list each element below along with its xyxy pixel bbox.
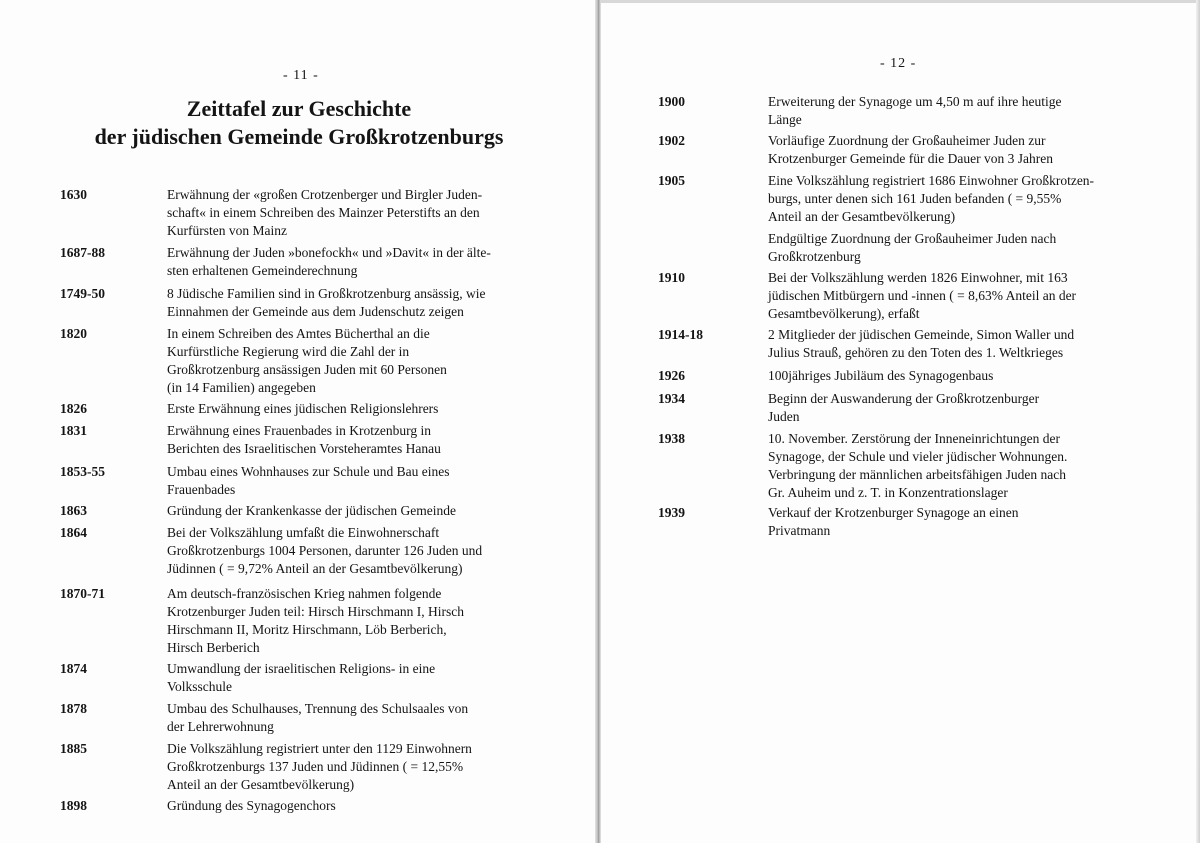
entry-text-line: Anteil an der Gesamtbevölkerung) xyxy=(167,777,355,792)
entry-year: 1853-55 xyxy=(60,464,105,479)
entry-text xyxy=(167,285,485,321)
entry-text xyxy=(768,269,1076,323)
entry-text xyxy=(768,430,1067,502)
entry-text xyxy=(768,390,1039,426)
entry-text xyxy=(768,230,1056,266)
entry-text-line: Privatmann xyxy=(768,523,831,538)
entry-text-line: Hirsch Berberich xyxy=(167,640,260,655)
entry-text-line: Am deutsch-französischen Krieg nahmen folgende xyxy=(167,586,442,601)
entry-text-line: Umbau eines Wohnhauses zur Schule und Bau eines xyxy=(167,464,450,479)
entry-year: 1820 xyxy=(60,326,87,341)
entry-year: 1910 xyxy=(658,270,685,285)
entry-year: 1874 xyxy=(60,661,87,676)
entry-text xyxy=(167,524,482,578)
entry-text xyxy=(167,740,472,794)
entry-year: 1831 xyxy=(60,423,87,438)
entry-text-line: Erste Erwähnung eines jüdischen Religionslehrers xyxy=(167,401,439,416)
timeline-list xyxy=(658,0,1178,843)
entry-year: 1900 xyxy=(658,94,685,109)
entry-text-line: Großkrotzenburgs 1004 Personen, darunter 126 Juden und xyxy=(167,543,483,558)
entry-text-line: Umbau des Schulhauses, Trennung des Schulsaales von xyxy=(167,701,469,716)
entry-year: 1939 xyxy=(658,505,685,520)
entry-text-line: Kurfürstliche Regierung wird die Zahl der in xyxy=(167,344,410,359)
entry-text xyxy=(167,422,441,458)
entry-text-line: (in 14 Familien) angegeben xyxy=(167,380,316,395)
entry-text-line: Anteil an der Gesamtbevölkerung) xyxy=(768,209,956,224)
page-number: - 12 - xyxy=(880,56,917,71)
entry-text xyxy=(768,504,1019,540)
timeline-list xyxy=(60,0,580,843)
entry-text xyxy=(167,502,456,520)
entry-text-line: In einem Schreiben des Amtes Bücherthal an die xyxy=(167,326,430,341)
entry-text xyxy=(167,660,435,696)
entry-text xyxy=(167,700,468,736)
entry-year: 1938 xyxy=(658,431,685,446)
entry-text-line: Erweiterung der Synagoge um 4,50 m auf ihre heutige xyxy=(768,94,1062,109)
entry-text-line: Krotzenburger Gemeinde für die Dauer von 3 Jahren xyxy=(768,151,1054,166)
entry-text-line: Kurfürsten von Mainz xyxy=(167,223,287,238)
entry-text-line: Jüdinnen ( = 9,72% Anteil an der Gesamtbevölkerung) xyxy=(167,561,463,576)
entry-text-line: der Lehrerwohnung xyxy=(167,719,274,734)
entry-year: 1826 xyxy=(60,401,87,416)
entry-text-line: Juden xyxy=(768,409,800,424)
entry-text xyxy=(768,132,1053,168)
entry-text xyxy=(768,93,1062,129)
book-gutter xyxy=(595,0,601,843)
entry-text-line: Gründung der Krankenkasse der jüdischen Gemeinde xyxy=(167,503,457,518)
entry-text-line: Großkrotzenburg xyxy=(768,249,861,264)
right-page xyxy=(598,0,1200,843)
entry-text-line: Endgültige Zuordnung der Großauheimer Juden nach xyxy=(768,231,1057,246)
page-number: - 11 - xyxy=(283,68,319,83)
entry-year: 1863 xyxy=(60,503,87,518)
entry-text-line: Erwähnung der Juden »bonefockh« und »Davit« in der älte- xyxy=(167,245,491,260)
entry-text-line: Berichten des Israelitischen Vorsteheramtes Hanau xyxy=(167,441,441,456)
entry-text xyxy=(768,326,1074,362)
entry-text-line: Vorläufige Zuordnung der Großauheimer Juden zur xyxy=(768,133,1046,148)
entry-year: 1687-88 xyxy=(60,245,105,260)
entry-year: 1864 xyxy=(60,525,87,540)
entry-text-line: jüdischen Mitbürgern und -innen ( = 8,63% Anteil an der xyxy=(768,288,1077,303)
entry-text-line: Gr. Auheim und z. T. in Konzentrationslager xyxy=(768,485,1008,500)
entry-text-line: Erwähnung eines Frauenbades in Krotzenburg in xyxy=(167,423,432,438)
entry-text-line: Verkauf der Krotzenburger Synagoge an einen xyxy=(768,505,1019,520)
entry-text xyxy=(768,367,993,385)
entry-text-line: Synagoge, der Schule und vieler jüdischer Wohnungen. xyxy=(768,449,1068,464)
entry-text-line: Die Volkszählung registriert unter den 1129 Einwohnern xyxy=(167,741,472,756)
entry-year: 1902 xyxy=(658,133,685,148)
entry-year: 1870-71 xyxy=(60,586,105,601)
entry-text-line: Länge xyxy=(768,112,802,127)
entry-text-line: burgs, unter denen sich 161 Juden befanden ( = 9,55% xyxy=(768,191,1062,206)
entry-text xyxy=(167,244,491,280)
entry-text xyxy=(768,172,1094,226)
entry-text-line: Gesamtbevölkerung), erfaßt xyxy=(768,306,920,321)
entry-text-line: sten erhaltenen Gemeinderechnung xyxy=(167,263,358,278)
entry-text-line: 10. November. Zerstörung der Inneneinrichtungen der xyxy=(768,431,1061,446)
entry-text xyxy=(167,400,438,418)
entry-text-line: Verbringung der männlichen arbeitsfähigen Juden nach xyxy=(768,467,1067,482)
title-line: Zeittafel zur Geschichte xyxy=(186,96,412,121)
entry-year: 1898 xyxy=(60,798,87,813)
entry-text-line: Großkrotzenburg ansässigen Juden mit 60 Personen xyxy=(167,362,447,377)
entry-year: 1878 xyxy=(60,701,87,716)
entry-text-line: Krotzenburger Juden teil: Hirsch Hirschmann I, Hirsch xyxy=(167,604,465,619)
entry-text xyxy=(167,797,336,815)
entry-year: 1885 xyxy=(60,741,87,756)
entry-text-line: 8 Jüdische Familien sind in Großkrotzenburg ansässig, wie xyxy=(167,286,486,301)
entry-text-line: Bei der Volkszählung werden 1826 Einwohner, mit 163 xyxy=(768,270,1068,285)
entry-text-line: Eine Volkszählung registriert 1686 Einwohner Großkrotzen- xyxy=(768,173,1095,188)
entry-text-line: 2 Mitglieder der jüdischen Gemeinde, Simon Waller und xyxy=(768,327,1075,342)
entry-text-line: Erwähnung der «großen Crotzenberger und Birgler Juden- xyxy=(167,187,483,202)
entry-year: 1905 xyxy=(658,173,685,188)
entry-text-line: 100jähriges Jubiläum des Synagogenbaus xyxy=(768,368,994,383)
entry-year: 1926 xyxy=(658,368,685,383)
entry-text xyxy=(167,325,447,397)
entry-text-line: schaft« in einem Schreiben des Mainzer Peterstifts an den xyxy=(167,205,480,220)
entry-text-line: Bei der Volkszählung umfaßt die Einwohnerschaft xyxy=(167,525,440,540)
page-edge xyxy=(600,0,1200,3)
entry-year: 1934 xyxy=(658,391,685,406)
entry-text-line: Einnahmen der Gemeinde aus dem Judenschutz zeigen xyxy=(167,304,464,319)
page-edge xyxy=(1196,0,1200,843)
left-page xyxy=(0,0,598,843)
entry-text-line: Gründung des Synagogenchors xyxy=(167,798,336,813)
entry-text xyxy=(167,585,464,657)
entry-text xyxy=(167,186,482,240)
entry-text-line: Großkrotzenburgs 137 Juden und Jüdinnen ( = 12,55% xyxy=(167,759,464,774)
entry-text-line: Hirschmann II, Moritz Hirschmann, Löb Berberich, xyxy=(167,622,447,637)
entry-text-line: Volksschule xyxy=(167,679,233,694)
entry-year: 1749-50 xyxy=(60,286,105,301)
entry-text xyxy=(167,463,449,499)
entry-year: 1630 xyxy=(60,187,87,202)
entry-text-line: Julius Strauß, gehören zu den Toten des 1. Weltkrieges xyxy=(768,345,1064,360)
entry-text-line: Umwandlung der israelitischen Religions- in eine xyxy=(167,661,436,676)
entry-text-line: Beginn der Auswanderung der Großkrotzenburger xyxy=(768,391,1040,406)
entry-year: 1914-18 xyxy=(658,327,703,342)
entry-text-line: Frauenbades xyxy=(167,482,236,497)
title-line: der jüdischen Gemeinde Großkrotzenburgs xyxy=(94,124,504,149)
